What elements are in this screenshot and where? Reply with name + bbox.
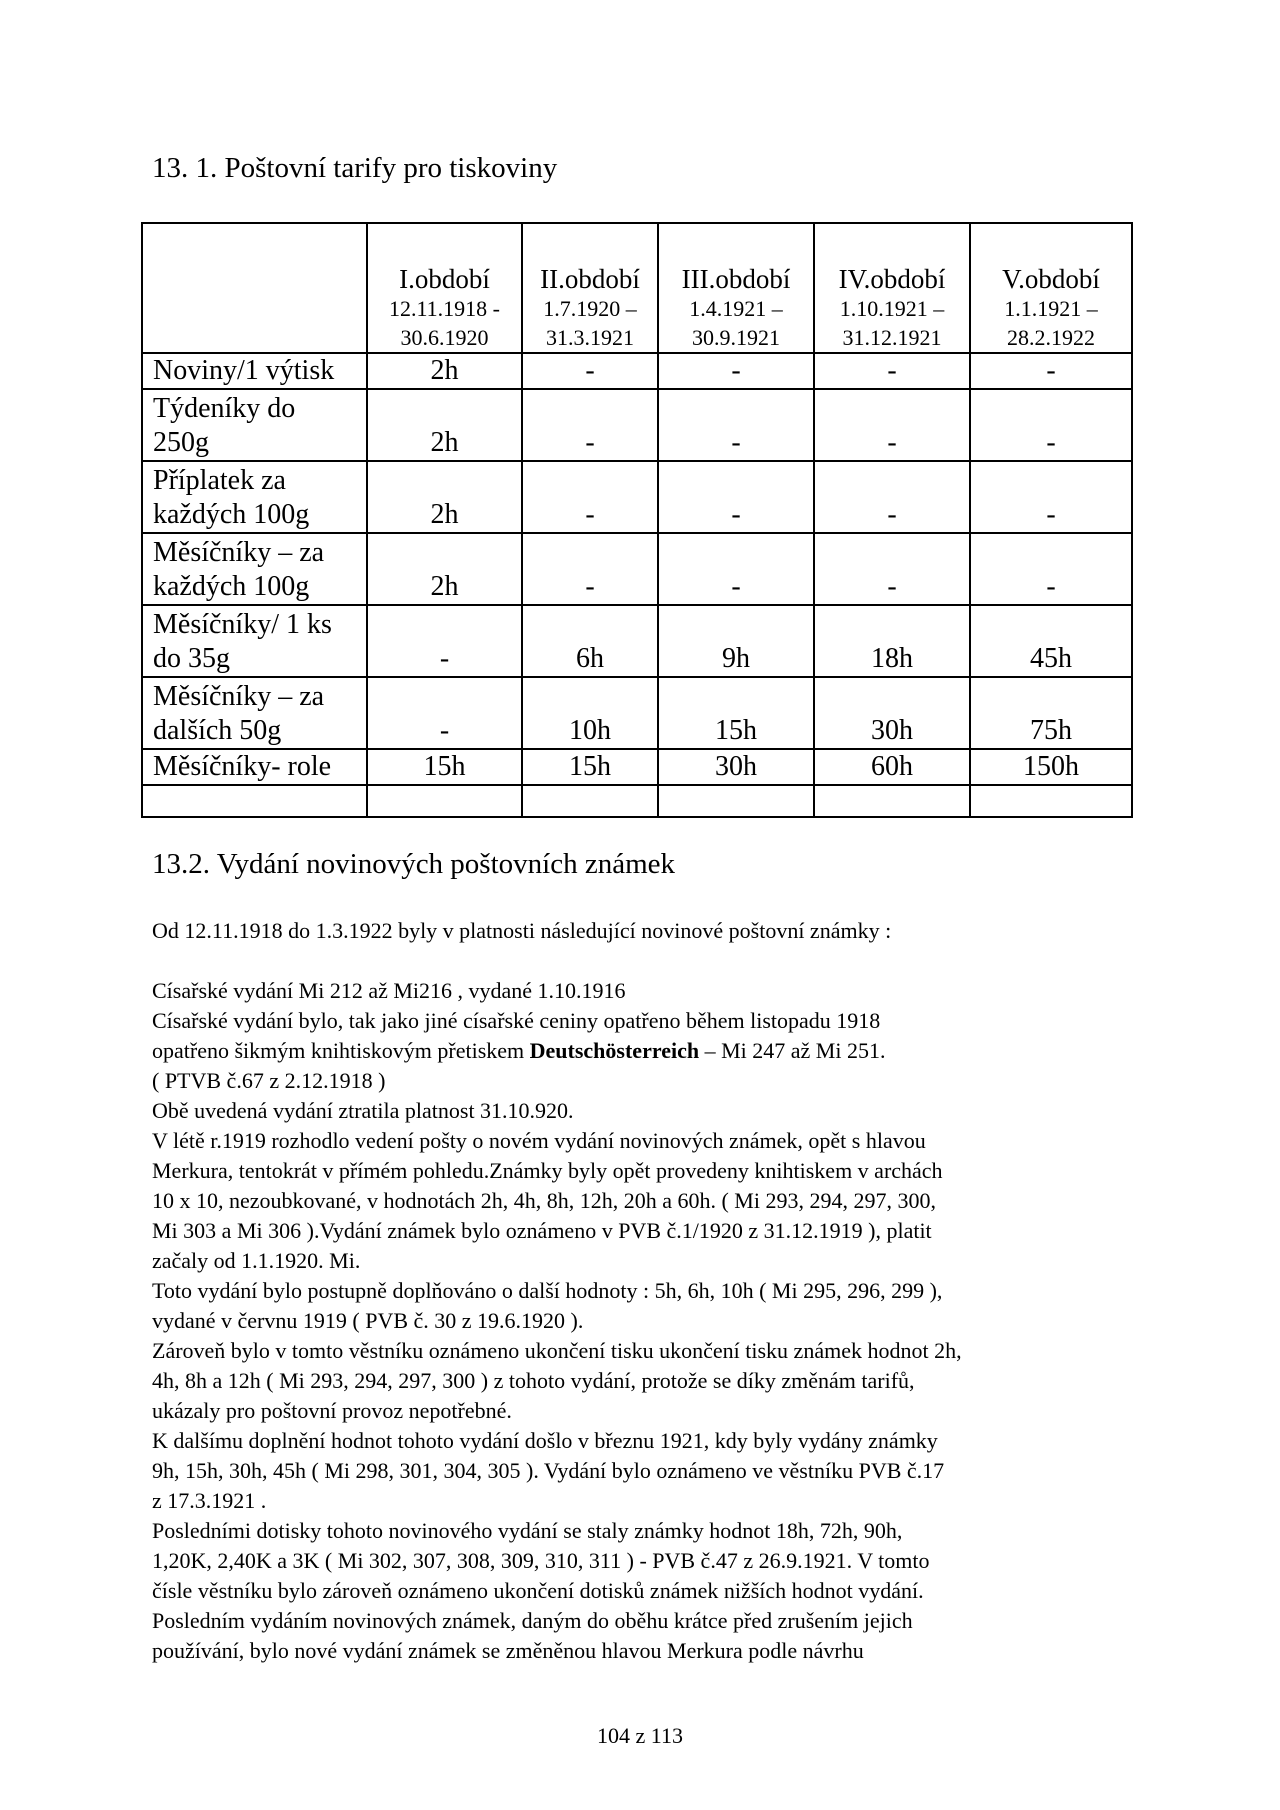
table-cell: 75h: [970, 677, 1132, 749]
table-cell: 15h: [658, 677, 814, 749]
text-line: Zároveň bylo v tomto věstníku oznámeno ukončení tisku ukončení tisku známek hodnot 2h,: [152, 1338, 962, 1363]
text-line: Posledním vydáním novinových známek, daným do oběhu krátce před zrušením jejich: [152, 1608, 913, 1633]
period-header: V.období 1.1.1921 – 28.2.1922: [970, 223, 1132, 353]
row-label: Měsíčníky – za dalších 50g: [142, 677, 367, 749]
text-line: začaly od 1.1.1920. Mi.: [152, 1248, 361, 1273]
table-cell: 45h: [970, 605, 1132, 677]
table-cell: -: [367, 677, 522, 749]
table-cell: 10h: [522, 677, 658, 749]
text-line: ukázaly pro poštovní provoz nepotřebné.: [152, 1398, 512, 1423]
table-row: [142, 461, 1132, 533]
text-line: K dalšímu doplnění hodnot tohoto vydání došlo v březnu 1921, kdy byly vydány známky: [152, 1428, 938, 1453]
table-cell: 30h: [658, 749, 814, 785]
empty-table-row: [142, 785, 1132, 817]
bold-term: Deutschösterreich: [529, 1038, 700, 1063]
period-header: IV.období 1.10.1921 – 31.12.1921: [814, 223, 970, 353]
row-label: Měsíčníky – za každých 100g: [142, 533, 367, 605]
row-label: Měsíčníky- role: [142, 749, 367, 785]
tariff-table: [141, 222, 1133, 818]
text-line: 9h, 15h, 30h, 45h ( Mi 298, 301, 304, 305 ). Vydání bylo oznámeno ve věstníku PVB č.17: [152, 1458, 945, 1483]
table-cell: -: [522, 389, 658, 461]
table-cell: -: [658, 353, 814, 389]
table-cell: [658, 785, 814, 817]
table-cell: -: [970, 461, 1132, 533]
table-cell: [367, 785, 522, 817]
table-cell: 30h: [814, 677, 970, 749]
table-cell: -: [970, 533, 1132, 605]
text-line: ( PTVB č.67 z 2.12.1918 ): [152, 1068, 386, 1093]
period-header: III.období 1.4.1921 – 30.9.1921: [658, 223, 814, 353]
table-cell: 2h: [367, 461, 522, 533]
table-cell: -: [367, 605, 522, 677]
text-line: z 17.3.1921 .: [152, 1488, 267, 1513]
table-cell: -: [522, 533, 658, 605]
table-cell: [970, 785, 1132, 817]
text-line: V létě r.1919 rozhodlo vedení pošty o novém vydání novinových známek, opět s hlavou: [152, 1128, 926, 1153]
section-title-tariffs: 13. 1. Poštovní tarify pro tiskoviny: [152, 152, 558, 184]
table-cell: -: [814, 533, 970, 605]
text-line: Císařské vydání bylo, tak jako jiné císařské ceniny opatřeno během listopadu 1918: [152, 1008, 881, 1033]
table-row: [142, 533, 1132, 605]
table-cell: 2h: [367, 389, 522, 461]
text-line: 4h, 8h a 12h ( Mi 293, 294, 297, 300 ) z tohoto vydání, protože se díky změnám tarifů,: [152, 1368, 915, 1393]
table-row: [142, 353, 1132, 389]
table-header-row: [142, 223, 1132, 353]
text-line: opatřeno šikmým knihtiskovým přetiskem Deutschösterreich – Mi 247 až Mi 251.: [152, 1038, 886, 1063]
table-cell: -: [814, 353, 970, 389]
table-cell: [522, 785, 658, 817]
table-cell: -: [658, 533, 814, 605]
table-cell: -: [658, 461, 814, 533]
table-cell: -: [658, 389, 814, 461]
table-cell: 2h: [367, 533, 522, 605]
table-row: [142, 749, 1132, 785]
page-number: 104 z 113: [597, 1723, 683, 1748]
table-cell: [814, 785, 970, 817]
table-cell: 150h: [970, 749, 1132, 785]
text-line: Posledními dotisky tohoto novinového vydání se staly známky hodnot 18h, 72h, 90h,: [152, 1518, 903, 1543]
table-cell: -: [814, 461, 970, 533]
row-label: Měsíčníky/ 1 ks do 35g: [142, 605, 367, 677]
table-cell: 60h: [814, 749, 970, 785]
section-title-stamps: 13.2. Vydání novinových poštovních známek: [152, 848, 676, 880]
text-line: 1,20K, 2,40K a 3K ( Mi 302, 307, 308, 309, 310, 311 ) - PVB č.47 z 26.9.1921. V tomto: [152, 1548, 930, 1573]
table-row: [142, 605, 1132, 677]
text-line: Merkura, tentokrát v přímém pohledu.Známky byly opět provedeny knihtiskem v archách: [152, 1158, 943, 1183]
table-cell: -: [522, 461, 658, 533]
intro-paragraph: Od 12.11.1918 do 1.3.1922 byly v platnosti následující novinové poštovní známky :: [152, 918, 892, 943]
table-row: [142, 677, 1132, 749]
table-cell: 18h: [814, 605, 970, 677]
text-line: vydané v červnu 1919 ( PVB č. 30 z 19.6.1920 ).: [152, 1308, 584, 1333]
period-header: II.období 1.7.1920 – 31.3.1921: [522, 223, 658, 353]
table-cell: 9h: [658, 605, 814, 677]
table-cell: 15h: [367, 749, 522, 785]
table-cell: -: [814, 389, 970, 461]
text-line: Toto vydání bylo postupně doplňováno o další hodnoty : 5h, 6h, 10h ( Mi 295, 296, 299 ),: [152, 1278, 943, 1303]
row-label: Týdeníky do 250g: [142, 389, 367, 461]
text-line: čísle věstníku bylo zároveň oznámeno ukončení dotisků známek nižších hodnot vydání.: [152, 1578, 924, 1603]
row-label: Noviny/1 výtisk: [142, 353, 367, 389]
text-line: Mi 303 a Mi 306 ).Vydání známek bylo oznámeno v PVB č.1/1920 z 31.12.1919 ), platit: [152, 1218, 932, 1243]
text-line: Císařské vydání Mi 212 až Mi216 , vydané 1.10.1916: [152, 978, 626, 1003]
text-line: Obě uvedená vydání ztratila platnost 31.10.920.: [152, 1098, 574, 1123]
row-label: Příplatek za každých 100g: [142, 461, 367, 533]
table-cell: 15h: [522, 749, 658, 785]
table-cell: 2h: [367, 353, 522, 389]
table-cell: -: [970, 353, 1132, 389]
table-cell: -: [522, 353, 658, 389]
table-row: [142, 389, 1132, 461]
text-line: používání, bylo nové vydání známek se změněnou hlavou Merkura podle návrhu: [152, 1638, 864, 1663]
table-cell: 6h: [522, 605, 658, 677]
period-header: I.období 12.11.1918 - 30.6.1920: [367, 223, 522, 353]
body-text: [152, 976, 1132, 1666]
table-cell: [142, 785, 367, 817]
header-empty-cell: [142, 223, 367, 353]
table-cell: -: [970, 389, 1132, 461]
text-line: 10 x 10, nezoubkované, v hodnotách 2h, 4h, 8h, 12h, 20h a 60h. ( Mi 293, 294, 297, 300,: [152, 1188, 936, 1213]
